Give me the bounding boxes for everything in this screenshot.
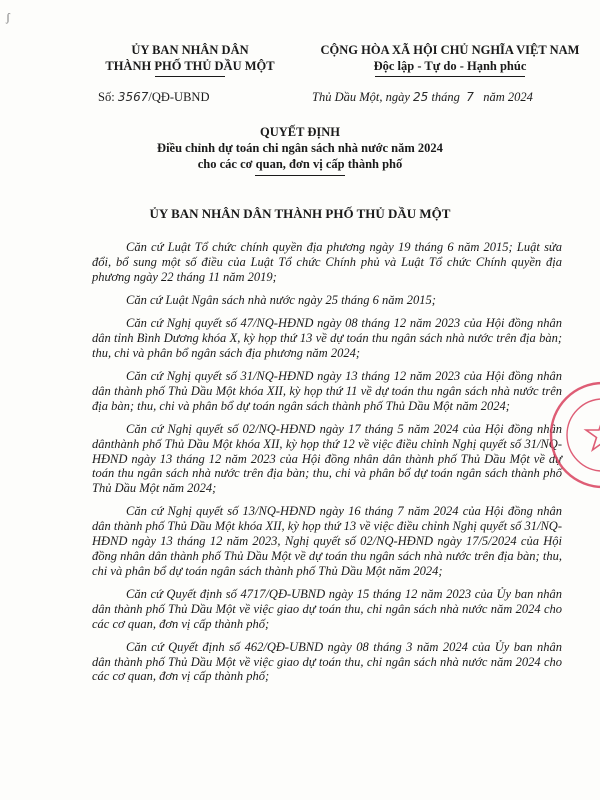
preamble-paragraph: Căn cứ Luật Ngân sách nhà nước ngày 25 tháng 6 năm 2015; bbox=[126, 292, 436, 307]
issuer-line-2: THÀNH PHỐ THỦ DẦU MỘT bbox=[105, 59, 275, 73]
corner-mark: ʃ bbox=[6, 10, 10, 24]
date-year: năm 2024 bbox=[483, 90, 533, 104]
place-label: Thủ Dầu Một, ngày bbox=[312, 90, 410, 104]
decision-subject-line-2: cho các cơ quan, đơn vị cấp thành phố bbox=[197, 157, 403, 171]
doc-number-handwritten: 3567 bbox=[117, 90, 149, 104]
preamble-paragraph: Căn cứ Luật Tổ chức chính quyền địa phương ngày 19 tháng 6 năm 2015; Luật sửa đổi, bổ sung một số điều của Luật Tổ chức Chính phủ và Luật Tổ chức Chính quyền địa phương ngày 22 tháng 11 năm 2019; bbox=[92, 240, 562, 284]
preamble-paragraph: Căn cứ Quyết định số 4717/QĐ-UBND ngày 15 tháng 12 năm 2023 của Ủy ban nhân dân thành phố Thủ Dầu Một về việc giao dự toán thu, chi ngân sách nhà nước năm 2024 cho các cơ quan, đơn vị cấp thành phố; bbox=[92, 586, 562, 631]
issuer-underline bbox=[155, 76, 225, 77]
preamble-paragraph: Căn cứ Nghị quyết số 02/NQ-HĐND ngày 17 tháng 5 năm 2024 của Hội đồng nhân dânthành phố Thủ Dầu Một khóa XII, kỳ họp thứ 12 về việc điều chỉnh Nghị quyết số 31/NQ-HĐND ngày 13 tháng 12 năm 2023 của Hội đồng nhân dân thành phố Thủ Dầu Một về dự toán thu ngân sách nhà nước trên địa bàn; thu, chi và phân bổ dự toán ngân sách thành phố Thủ Dầu Một năm 2024; bbox=[92, 421, 562, 496]
decision-subject-line-1: Điều chỉnh dự toán chi ngân sách nhà nước năm 2024 bbox=[157, 141, 443, 155]
date-day: 25 bbox=[413, 90, 429, 104]
preamble bbox=[92, 240, 562, 693]
month-label: tháng bbox=[431, 90, 460, 104]
date-month: 7 bbox=[466, 90, 474, 104]
decision-heading: QUYẾT ĐỊNH bbox=[260, 125, 340, 139]
motto-underline bbox=[375, 76, 525, 77]
seal-star-emblem bbox=[586, 418, 600, 450]
preamble-paragraph: Căn cứ Quyết định số 462/QĐ-UBND ngày 08 tháng 3 năm 2024 của Ủy ban nhân dân thành phố Thủ Dầu Một về việc giao dự toán thu, chi ngân sách nhà nước năm 2024 cho các cơ quan, đơn vị cấp thành phố; bbox=[92, 639, 562, 684]
doc-number-prefix: Số: bbox=[98, 90, 115, 104]
issuing-authority: ỦY BAN NHÂN DÂN THÀNH PHỐ THỦ DẦU MỘT bbox=[149, 206, 451, 221]
document-number bbox=[98, 90, 209, 105]
issuer-header bbox=[70, 42, 310, 77]
national-motto: Độc lập - Tự do - Hạnh phúc bbox=[373, 59, 527, 73]
place-date bbox=[312, 90, 600, 105]
preamble-paragraph: Căn cứ Nghị quyết số 13/NQ-HĐND ngày 16 tháng 7 năm 2024 của Hội đồng nhân dân thành phố Thủ Dầu Một khóa XII, kỳ họp thứ 13 về việc điều chỉnh Nghị quyết số 31/NQ-HĐND ngày 13 tháng 12 năm 2023, Nghị quyết số 02/NQ-HĐND ngày 17/5/2024 của Hội đồng nhân dân thành phố Thủ Dầu Một về dự toán thu ngân sách nhà nước trên địa bàn; thu, chi và phân bổ dự toán ngân sách thành phố Thủ Dầu Một năm 2024; bbox=[92, 504, 562, 578]
national-header bbox=[300, 42, 600, 77]
title-underline bbox=[255, 175, 345, 176]
seal-inner-ring bbox=[567, 399, 600, 471]
red-seal-stamp bbox=[548, 380, 600, 490]
issuer-line-1: ỦY BAN NHÂN DÂN bbox=[131, 43, 249, 57]
doc-number-suffix: /QĐ-UBND bbox=[148, 90, 210, 104]
preamble-paragraph: Căn cứ Nghị quyết số 47/NQ-HĐND ngày 08 tháng 12 năm 2023 của Hội đồng nhân dân tỉnh Bình Dương khóa X, kỳ họp thứ 13 về dự toán thu ngân sách nhà nước trên địa bàn; thu, chi và phân bổ ngân sách địa phương năm 2024; bbox=[92, 316, 562, 360]
national-line-1: CỘNG HÒA XÃ HỘI CHỦ NGHĨA VIỆT NAM bbox=[320, 43, 580, 57]
decision-title bbox=[0, 124, 600, 176]
preamble-paragraph: Căn cứ Nghị quyết số 31/NQ-HĐND ngày 13 tháng 12 năm 2023 của Hội đồng nhân dân thành phố Thủ Dầu Một khóa XII, kỳ họp thứ 11 về dự toán thu ngân sách nhà nước trên địa bàn; thu, chi và phân bổ dự toán ngân sách thành phố Thủ Dầu Một năm 2024; bbox=[92, 369, 562, 413]
